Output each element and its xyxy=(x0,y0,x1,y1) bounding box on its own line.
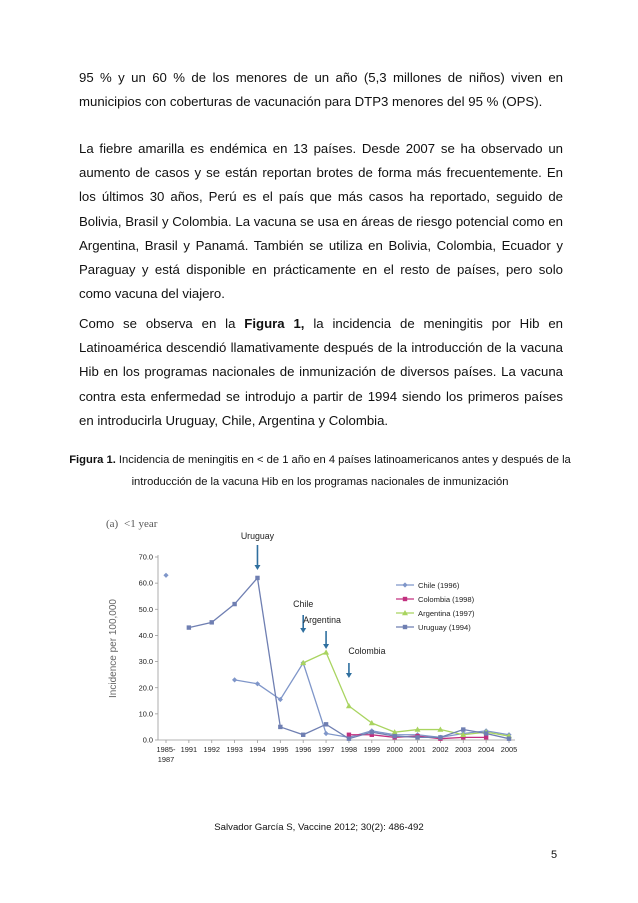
figure-caption-text: Incidencia de meningitis en < de 1 año en 4 países latinoamericanos antes y después de la introducción de la vacuna Hib en los programas nacionales de inmunización xyxy=(115,454,571,488)
x-tick-label: 1998 xyxy=(340,745,358,754)
data-point-argentina xyxy=(323,649,329,654)
chart-subtitle: <1 year xyxy=(124,518,158,530)
legend-entry-colombia: Colombia (1998) xyxy=(418,594,475,604)
data-point-uruguay xyxy=(484,731,488,735)
x-tick-label: 2000 xyxy=(386,745,403,754)
annotation-argentina: Argentina xyxy=(303,615,341,625)
annotation-uruguay: Uruguay xyxy=(240,531,275,541)
data-point-uruguay xyxy=(187,625,191,629)
figure-reference: Figura 1, xyxy=(244,316,305,331)
y-tick-label: 10.0 xyxy=(138,709,153,719)
legend-entry-chile: Chile (1996) xyxy=(418,580,460,590)
x-tick-label: 2001 xyxy=(409,745,426,754)
legend-marker-chile xyxy=(402,582,407,587)
x-tick-label: 1985-1987 xyxy=(156,745,176,764)
y-axis-label: Incidence per 100,000 xyxy=(108,599,119,698)
legend-entry-argentina: Argentina (1997) xyxy=(418,608,475,618)
incidence-chart xyxy=(100,515,530,780)
paragraph-hib-pre: Como se observa en la xyxy=(79,316,245,331)
data-point-uruguay xyxy=(255,576,259,580)
x-tick-label: 1995 xyxy=(272,745,289,754)
panel-label: (a) xyxy=(106,518,119,530)
legend-entry-uruguay: Uruguay (1994) xyxy=(418,622,471,632)
x-tick-label: 2004 xyxy=(477,745,495,754)
data-point-uruguay xyxy=(507,736,511,740)
data-point-chile xyxy=(163,573,168,578)
data-point-uruguay xyxy=(301,733,305,737)
y-tick-label: 70.0 xyxy=(138,552,153,562)
y-tick-label: 50.0 xyxy=(138,604,153,614)
series-line-argentina xyxy=(303,652,509,736)
figure-caption xyxy=(60,449,580,493)
x-tick-label: 1992 xyxy=(203,745,220,754)
legend-marker-uruguay xyxy=(403,625,407,629)
y-tick-label: 40.0 xyxy=(138,631,153,641)
data-point-uruguay xyxy=(461,727,465,731)
y-tick-label: 60.0 xyxy=(138,578,153,588)
data-point-uruguay xyxy=(392,734,396,738)
x-tick-label: 2003 xyxy=(455,745,472,754)
data-point-chile xyxy=(232,677,237,682)
figure-source: Salvador García S, Vaccine 2012; 30(2): 486-492 xyxy=(214,822,424,833)
x-tick-label: 1991 xyxy=(180,745,198,754)
y-tick-label: 0.0 xyxy=(142,735,153,745)
data-point-uruguay xyxy=(370,730,374,734)
figure-caption-label: Figura 1. xyxy=(69,454,116,466)
data-point-uruguay xyxy=(347,736,351,740)
data-point-uruguay xyxy=(438,735,442,739)
y-tick-label: 20.0 xyxy=(138,683,153,693)
data-point-uruguay xyxy=(210,620,214,624)
x-tick-label: 1994 xyxy=(249,745,266,754)
paragraph-hib-post: la incidencia de meningitis por Hib en Latinoamérica descendió llamativamente después de la introducción de la vacuna Hib en los programas nacionales de inmunización de diversos países. La vacuna contra esta enfermedad se introdujo a partir de 1994 siendo los primeros países en introducirla Uruguay, Chile, Argentina y Colombia. xyxy=(79,316,563,428)
data-point-chile xyxy=(323,731,328,736)
data-point-uruguay xyxy=(324,722,328,726)
annotation-arrowhead-chile xyxy=(300,628,306,633)
x-tick-label: 1997 xyxy=(317,745,335,754)
annotation-arrowhead-uruguay xyxy=(254,565,260,570)
y-tick-label: 30.0 xyxy=(138,657,153,667)
data-point-argentina xyxy=(346,703,352,708)
x-tick-label: 1999 xyxy=(363,745,381,754)
x-tick-label: 2005 xyxy=(500,745,518,754)
data-point-uruguay xyxy=(232,602,236,606)
annotation-arrowhead-argentina xyxy=(323,644,329,649)
paragraph-coverage: 95 % y un 60 % de los menores de un año (5,3 millones de niños) viven en municipios con coberturas de vacunación para DTP3 menores del 95 % (OPS). xyxy=(79,70,563,110)
data-point-uruguay xyxy=(278,725,282,729)
annotation-arrowhead-colombia xyxy=(346,673,352,678)
annotation-chile: Chile xyxy=(293,599,314,609)
paragraph-yellow-fever: La fiebre amarilla es endémica en 13 países. Desde 2007 se ha observado un aumento de casos y se están reportan brotes de forma más frecuentemente. En los últimos 30 años, Perú es el país que más casos ha reportado, seguido de Bolivia, Brasil y Colombia. La vacuna se usa en áreas de riesgo potencial como en Argentina, Brasil y Panamá. También se utiliza en Bolivia, Colombia, Ecuador y Paraguay y está disponible en prácticamente en el resto de países, pero solo como vacuna del viajero. xyxy=(79,141,563,302)
x-tick-label: 1996 xyxy=(294,745,312,754)
page-number: 5 xyxy=(551,849,558,861)
annotation-colombia: Colombia xyxy=(348,646,386,656)
paragraph-hib-meningitis xyxy=(79,312,563,433)
x-tick-label: 2002 xyxy=(432,745,449,754)
x-tick-label: 1993 xyxy=(226,745,243,754)
data-point-colombia xyxy=(484,735,488,739)
data-point-uruguay xyxy=(415,735,419,739)
legend-marker-colombia xyxy=(403,597,407,601)
data-point-colombia xyxy=(347,733,351,737)
